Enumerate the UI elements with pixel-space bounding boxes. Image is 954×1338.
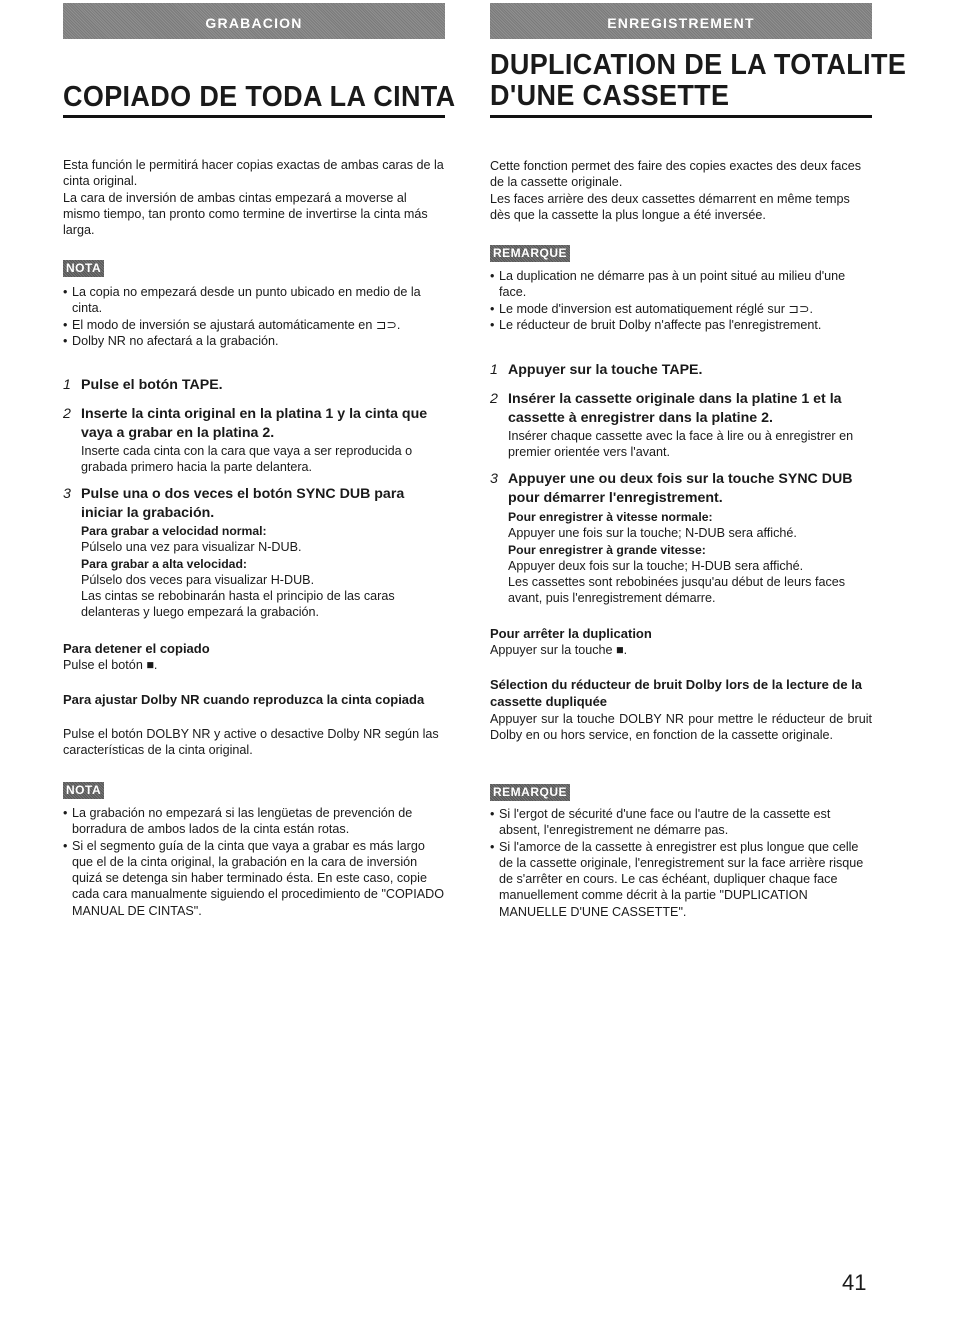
step-number: 3 — [490, 471, 498, 487]
step-2 — [490, 390, 872, 428]
stop-heading: Pour arrêter la duplication — [490, 626, 652, 641]
step-1 — [63, 376, 445, 395]
step-3-body — [81, 523, 445, 621]
intro-paragraph: La cara de inversión de ambas cintas empezará a moverse al mismo tiempo, tan pronto como termine de invertirse la cinta más larga. — [63, 190, 428, 238]
speed-label: Pour enregistrer à grande vitesse: — [508, 542, 706, 557]
step-heading: Appuyer sur la touche TAPE. — [508, 362, 703, 378]
step-heading: Appuyer une ou deux fois sur la touche SYNC DUB pour démarrer l'enregistrement. — [508, 471, 853, 506]
step-number: 1 — [490, 362, 498, 378]
stop-text: Pulse el botón ■. — [63, 658, 158, 672]
intro-text — [63, 157, 445, 238]
step-3 — [63, 485, 445, 523]
note-item: • La copia no empezará desde un punto ubicado en medio de la cinta. — [63, 284, 445, 317]
intro-paragraph: Les faces arrière des deux cassettes démarrent en même temps dès que la cassette la plus longue a été inversée. — [490, 191, 850, 222]
note-item: • La duplication ne démarre pas à un point situé au milieu d'une face. — [490, 268, 872, 301]
note-item: • La grabación no empezará si las lengüetas de prevención de borradura de ambos lados de la cinta están rotas. — [63, 805, 445, 838]
speed-text: Appuyer deux fois sur la touche; H-DUB sera affiché. — [508, 558, 804, 573]
step-3-body — [508, 509, 872, 607]
step-heading: Insérer la cassette originale dans la platine 1 et la cassette à enregistrer dans la platine 2. — [508, 391, 842, 426]
dolby-heading: Sélection du réducteur de bruit Dolby lors de la lecture de la cassette dupliquée — [490, 677, 863, 709]
step-2-body: Insérer chaque cassette avec la face à lire ou à enregistrer en premier orientée vers l'avant. — [508, 429, 854, 460]
page-number: 41 — [842, 1270, 867, 1295]
section-banner: ENREGISTREMENT — [490, 3, 872, 39]
step-heading: Pulse una o dos veces el botón SYNC DUB para iniciar la grabación. — [81, 486, 405, 521]
step-note: Las cintas se rebobinarán hasta el principio de las caras delanteras y luego empezará la grabación. — [81, 589, 395, 620]
section-banner: GRABACION — [63, 3, 445, 39]
step-2-body: Inserte cada cinta con la cara que vaya a ser reproducida o grabada primero hacia la parte delantera. — [81, 444, 413, 475]
speed-label: Para grabar a alta velocidad: — [81, 556, 247, 571]
note-badge: NOTA — [63, 260, 104, 277]
step-heading: Pulse el botón TAPE. — [81, 377, 223, 393]
page-title: COPIADO DE TODA LA CINTA — [63, 81, 456, 113]
note-badge: REMARQUE — [490, 245, 570, 262]
note-item: • Si l'ergot de sécurité d'une face ou l'autre de la cassette est absent, l'enregistrement ne démarre pas. — [490, 806, 872, 839]
note-list — [490, 268, 872, 333]
dolby-heading: Para ajustar Dolby NR cuando reproduzca la cinta copiada — [63, 692, 425, 707]
intro-paragraph: Cette fonction permet des faire des copies exactes des deux faces de la cassette originale. — [490, 159, 862, 190]
title-line: D'UNE CASSETTE — [490, 80, 730, 112]
dolby-text: Appuyer sur la touche DOLBY NR pour mettre le réducteur de bruit Dolby en ou hors service, en fonction de la cassette originale. — [490, 712, 872, 743]
note-badge: NOTA — [63, 782, 104, 799]
stop-heading: Para detener el copiado — [63, 641, 210, 656]
note-item: • Le mode d'inversion est automatiquement réglé sur ⊐⊃. — [490, 301, 872, 317]
speed-label: Para grabar a velocidad normal: — [81, 524, 267, 538]
step-number: 1 — [63, 377, 71, 393]
step-1 — [490, 361, 872, 380]
speed-text: Appuyer une fois sur la touche; N-DUB sera affiché. — [508, 526, 797, 541]
title-rule — [490, 115, 872, 118]
step-number: 2 — [63, 406, 71, 422]
step-note: Les cassettes sont rebobinées jusqu'au début de leurs faces avant, puis l'enregistrement démarre. — [508, 575, 846, 606]
intro-paragraph: Esta función le permitirá hacer copias exactas de ambas caras de la cinta original. — [63, 158, 444, 189]
step-3 — [490, 470, 872, 508]
note-item: • Si el segmento guía de la cinta que vaya a grabar es más largo que el de la cinta original, la grabación en la cara de inversión quizá se detenga sin haber terminado ésta. En este caso, copie cada cara manualmente siguiendo el procedimiento de "COPIADO MANUAL DE CINTAS". — [63, 838, 445, 919]
dolby-text: Pulse el botón DOLBY NR y active o desactive Dolby NR según las características de la cinta original. — [63, 727, 439, 758]
note-badge: REMARQUE — [490, 784, 570, 801]
note-item: • Si l'amorce de la cassette à enregistrer est plus longue que celle de la cassette originale, l'enregistrement sur la face arrière risque de s'arrêter en cours. Le cas échéant, dupliquer chaque face manuellement comme décrit à la partie "DUPLICATION MANUELLE D'UNE CASSETTE". — [490, 839, 872, 920]
speed-text: Púlselo una vez para visualizar N-DUB. — [81, 540, 302, 555]
step-heading: Inserte la cinta original en la platina 1 y la cinta que vaya a grabar en la platina 2. — [81, 406, 428, 441]
note-list — [63, 284, 445, 349]
note-list — [490, 806, 872, 920]
intro-text — [490, 158, 872, 223]
step-2 — [63, 405, 445, 443]
step-number: 3 — [63, 486, 71, 502]
note-item: • Le réducteur de bruit Dolby n'affecte pas l'enregistrement. — [490, 317, 872, 333]
page-title — [490, 49, 907, 112]
stop-text: Appuyer sur la touche ■. — [490, 643, 628, 657]
note-item: • El modo de inversión se ajustará automáticamente en ⊐⊃. — [63, 317, 445, 333]
title-rule — [63, 115, 445, 118]
note-list — [63, 805, 445, 919]
note-item: • Dolby NR no afectará a la grabación. — [63, 333, 445, 349]
step-number: 2 — [490, 391, 498, 407]
speed-label: Pour enregistrer à vitesse normale: — [508, 510, 713, 524]
title-line: DUPLICATION DE LA TOTALITE — [490, 49, 907, 81]
speed-text: Púlselo dos veces para visualizar H-DUB. — [81, 572, 315, 587]
